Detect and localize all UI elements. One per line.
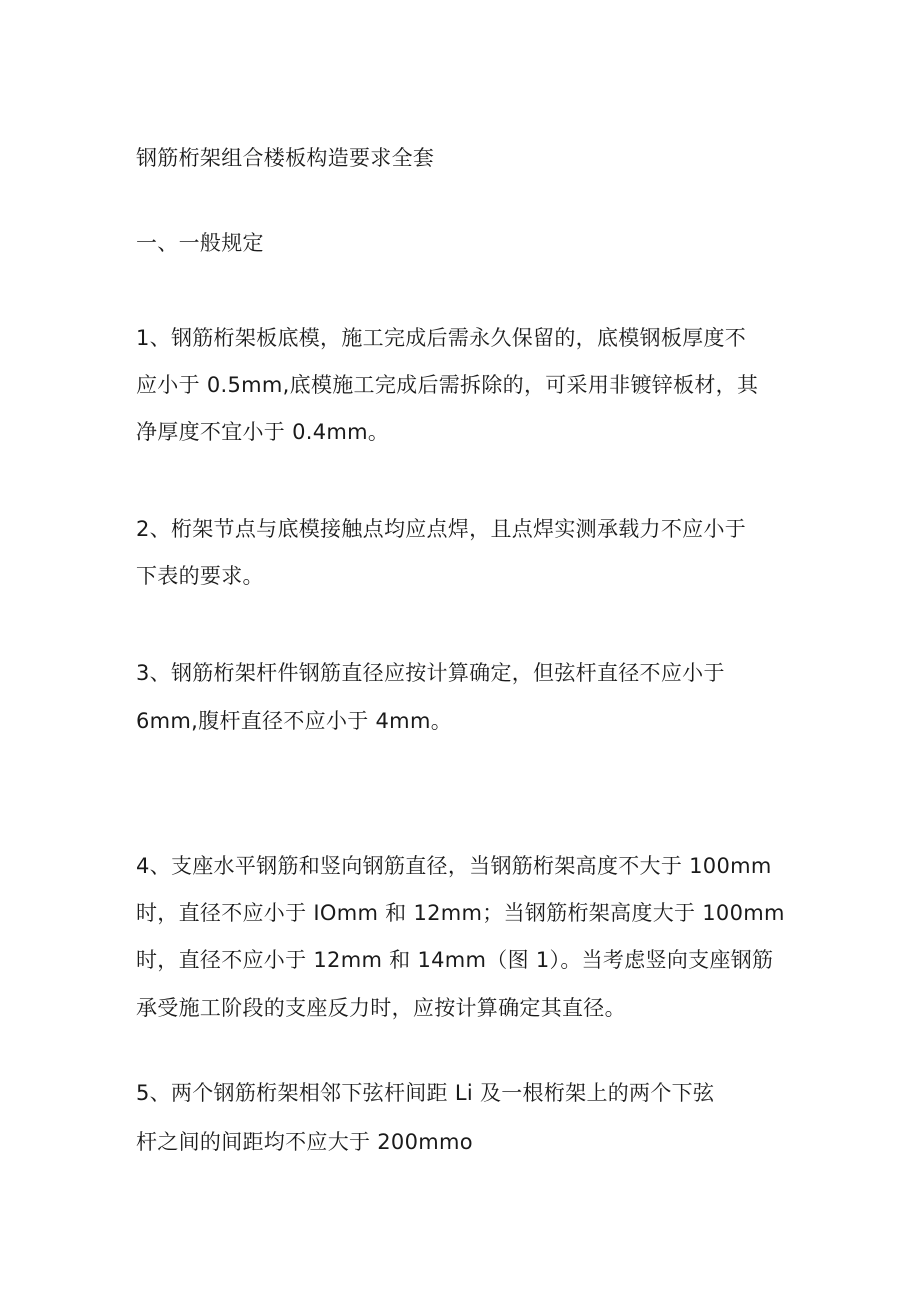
section-heading: 一、一般规定 <box>136 231 264 255</box>
paragraph-1-line-2: 应小于 0.5mm,底模施工完成后需拆除的，可采用非镀锌板材，其 <box>136 373 759 397</box>
paragraph-5-line-2: 杆之间的间距均不应大于 200mmo <box>136 1130 473 1154</box>
paragraph-3-line-1: 3、钢筋桁架杆件钢筋直径应按计算确定，但弦杆直径不应小于 <box>136 661 725 685</box>
paragraph-1-line-3: 净厚度不宜小于 0.4mm。 <box>136 420 390 444</box>
paragraph-4-line-4: 承受施工阶段的支座反力时，应按计算确定其直径。 <box>136 996 626 1020</box>
document-title: 钢筋桁架组合楼板构造要求全套 <box>136 146 435 170</box>
paragraph-1-line-1: 1、钢筋桁架板底模，施工完成后需永久保留的，底模钢板厚度不 <box>136 326 747 350</box>
paragraph-4-line-3: 时，直径不应小于 12mm 和 14mm（图 1）。当考虑竖向支座钢筋 <box>136 948 774 972</box>
paragraph-2-line-1: 2、桁架节点与底模接触点均应点焊，且点焊实测承载力不应小于 <box>136 517 747 541</box>
paragraph-4-line-1: 4、支座水平钢筋和竖向钢筋直径，当钢筋桁架高度不大于 100mm <box>136 854 772 878</box>
paragraph-3-line-2: 6mm,腹杆直径不应小于 4mm。 <box>136 709 452 733</box>
paragraph-4-line-2: 时，直径不应小于 IOmm 和 12mm；当钢筋桁架高度大于 100mm <box>136 901 785 925</box>
paragraph-2-line-2: 下表的要求。 <box>136 564 264 588</box>
paragraph-5-line-1: 5、两个钢筋桁架相邻下弦杆间距 Li 及一根桁架上的两个下弦 <box>136 1081 715 1105</box>
